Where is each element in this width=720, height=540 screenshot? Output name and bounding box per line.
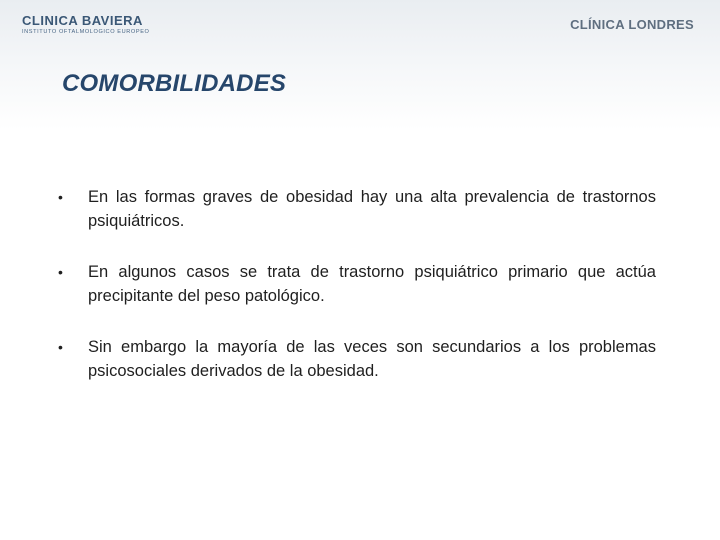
- clinica-baviera-logo: [22, 14, 162, 36]
- slide-title: COMORBILIDADES: [62, 70, 287, 97]
- clinica-londres-logo: CLÍNICA LONDRES: [570, 17, 694, 32]
- bullet-list: [56, 185, 656, 410]
- logo-subtitle-text: INSTITUTO OFTALMOLOGICO EUROPEO: [22, 29, 150, 35]
- bullet-text: En las formas graves de obesidad hay una alta prevalencia de trastornos psiquiátricos.: [88, 188, 656, 230]
- bullet-marker: •: [58, 264, 63, 280]
- bullet-text: En algunos casos se trata de trastorno psiquiátrico primario que actúa precipitante del peso patológico.: [88, 263, 656, 305]
- bullet-text: Sin embargo la mayoría de las veces son secundarios a los problemas psicosociales derivados de la obesidad.: [88, 338, 656, 380]
- bullet-item: [56, 335, 656, 383]
- bullet-marker: •: [58, 189, 63, 205]
- bullet-marker: •: [58, 339, 63, 355]
- logo-brand-text: CLINICA BAVIERA: [22, 13, 143, 28]
- bullet-item: [56, 185, 656, 233]
- bullet-item: [56, 260, 656, 308]
